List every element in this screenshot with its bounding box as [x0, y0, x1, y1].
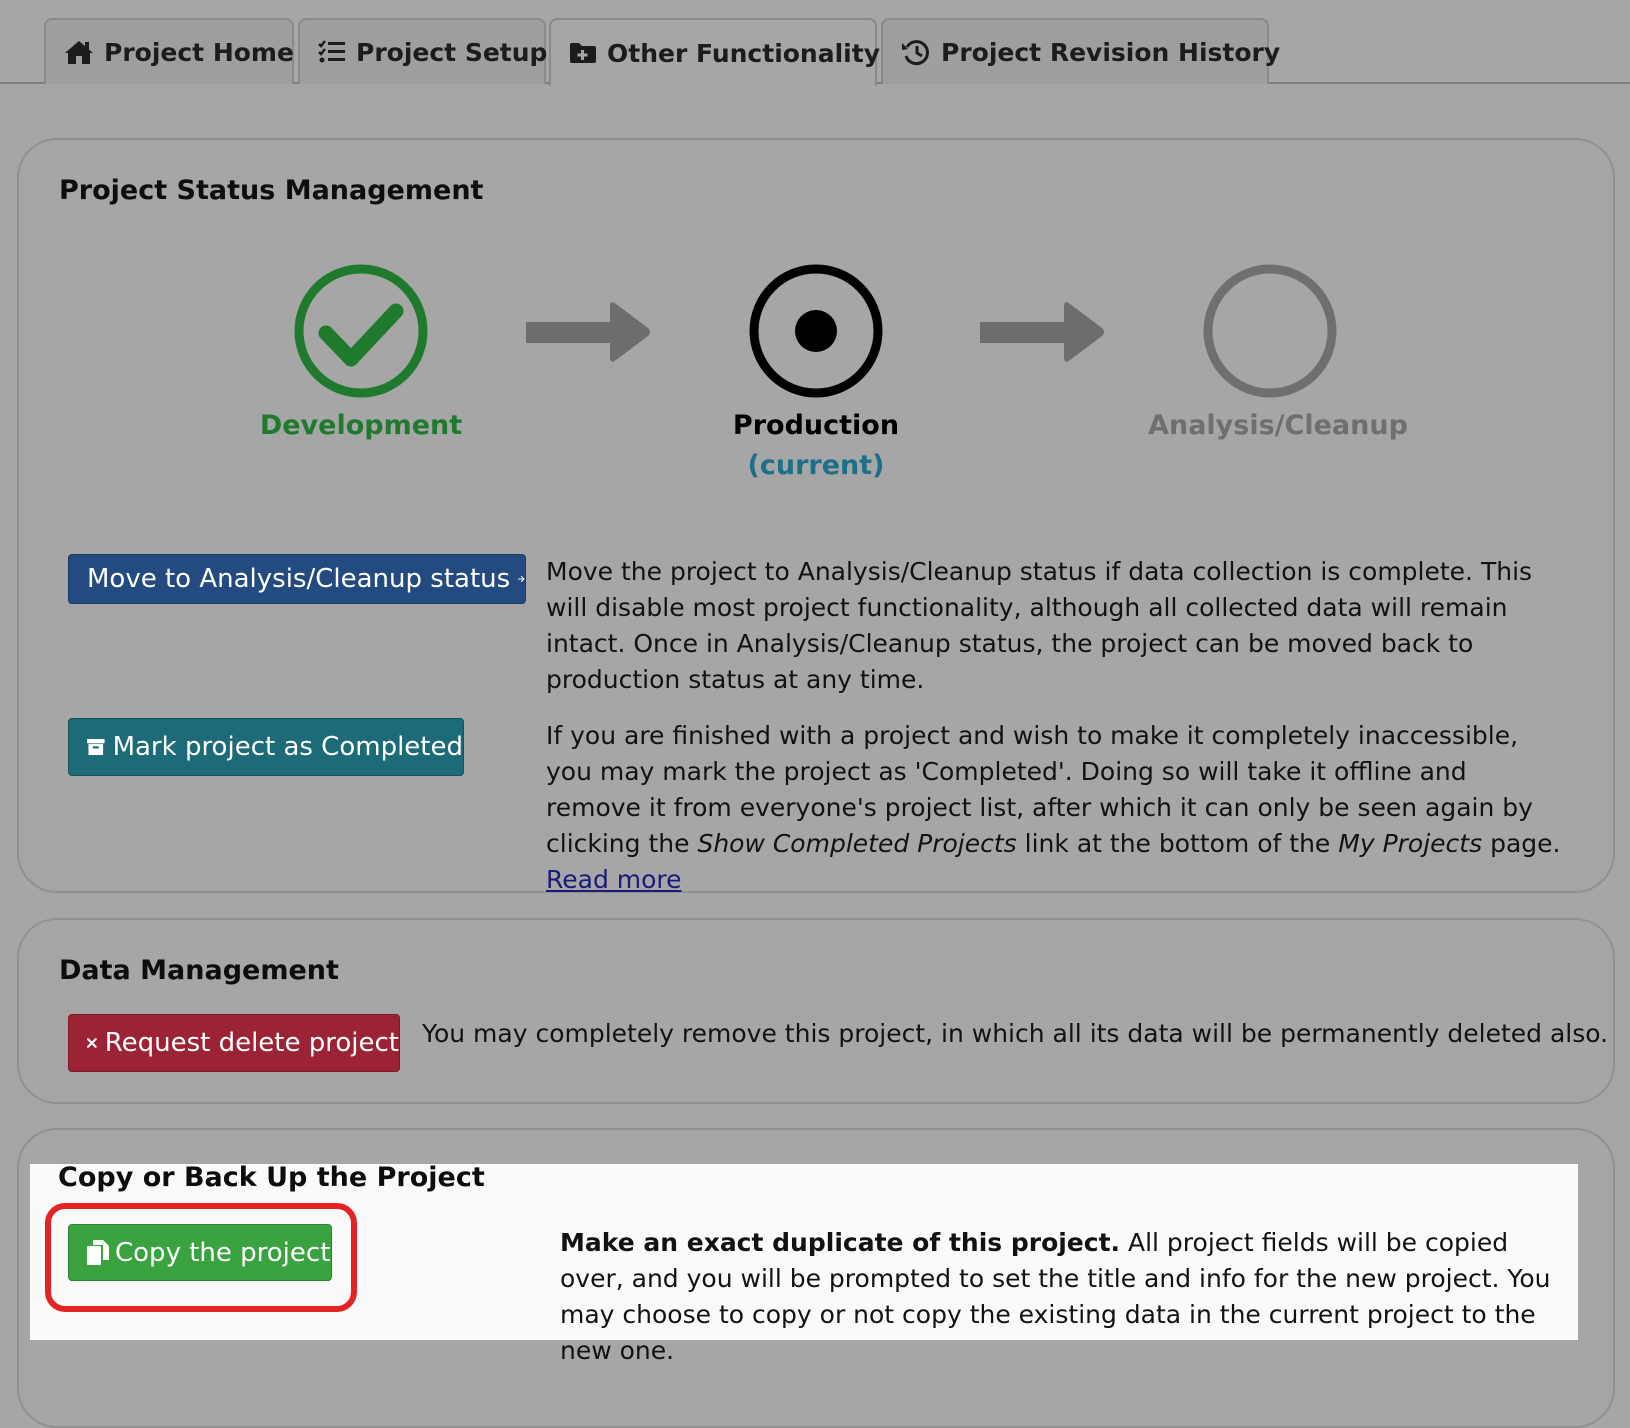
tab-label: Project Setup	[356, 37, 548, 67]
red-highlight-outline	[45, 1203, 357, 1312]
copy-description: Make an exact duplicate of this project. All project fields will be copied over, and you will be prompted to set the title and info for the new project. You may choose to copy or not copy the existing data in the current project to the new one.	[560, 1228, 1551, 1365]
tab-label: Project Revision History	[941, 37, 1281, 67]
arrow-right-icon	[526, 300, 652, 364]
mark-completed-button[interactable]	[68, 718, 464, 776]
panel-title: Copy or Back Up the Project	[58, 1162, 485, 1193]
history-icon	[901, 38, 931, 66]
panel-title: Data Management	[59, 955, 339, 986]
status-development-label: Development	[259, 410, 463, 441]
arrow-right-icon	[518, 568, 525, 590]
button-label: Move to Analysis/Cleanup status	[87, 564, 511, 594]
tab-project-revision-history[interactable]	[881, 18, 1281, 84]
move-to-analysis-button[interactable]	[68, 554, 526, 604]
production-current-icon	[748, 263, 884, 399]
delete-description: You may completely remove this project, in which all its data will be permanently deleted also.	[422, 1019, 1609, 1048]
home-icon	[64, 39, 94, 65]
button-label: Copy the project	[115, 1237, 331, 1268]
complete-description: If you are finished with a project and wish to make it completely inaccessible, you may mark the project as 'Completed'. Doing so will take it offline and remove it from everyone's project list, after which it can only be seen again by clicking the Show Completed Projects link at the bottom of the My Projects page. Read more	[546, 721, 1561, 894]
panel-title: Project Status Management	[59, 175, 484, 206]
status-analysis-cleanup-label: Analysis/Cleanup	[1148, 410, 1408, 441]
tab-bar	[0, 0, 1630, 84]
request-delete-button[interactable]	[68, 1014, 400, 1072]
close-icon	[87, 1034, 97, 1052]
button-label: Mark project as Completed	[112, 732, 463, 762]
arrow-right-icon	[980, 300, 1106, 364]
button-label: Request delete project	[104, 1028, 399, 1058]
tab-other-functionality[interactable]	[549, 18, 880, 86]
list-check-icon	[318, 40, 346, 64]
archive-icon	[87, 736, 105, 758]
move-description: Move the project to Analysis/Cleanup status if data collection is complete. This will disable most project functionality, although all collected data will remain intact. Once in Analysis/Cleanup status, the project can be moved back to production status at any time.	[546, 557, 1533, 694]
data-management-panel	[17, 918, 1615, 1104]
folder-plus-icon	[569, 42, 597, 64]
analysis-pending-icon	[1202, 263, 1338, 399]
tab-project-home[interactable]	[44, 18, 294, 84]
tab-label: Other Functionality	[607, 38, 880, 68]
tab-label: Project Home	[104, 37, 294, 67]
development-check-icon	[293, 263, 429, 399]
status-current-badge: (current)	[747, 450, 885, 481]
status-production-label: Production	[732, 410, 900, 441]
read-more-link[interactable]: Read more	[546, 865, 682, 894]
tab-project-setup[interactable]	[298, 18, 546, 84]
